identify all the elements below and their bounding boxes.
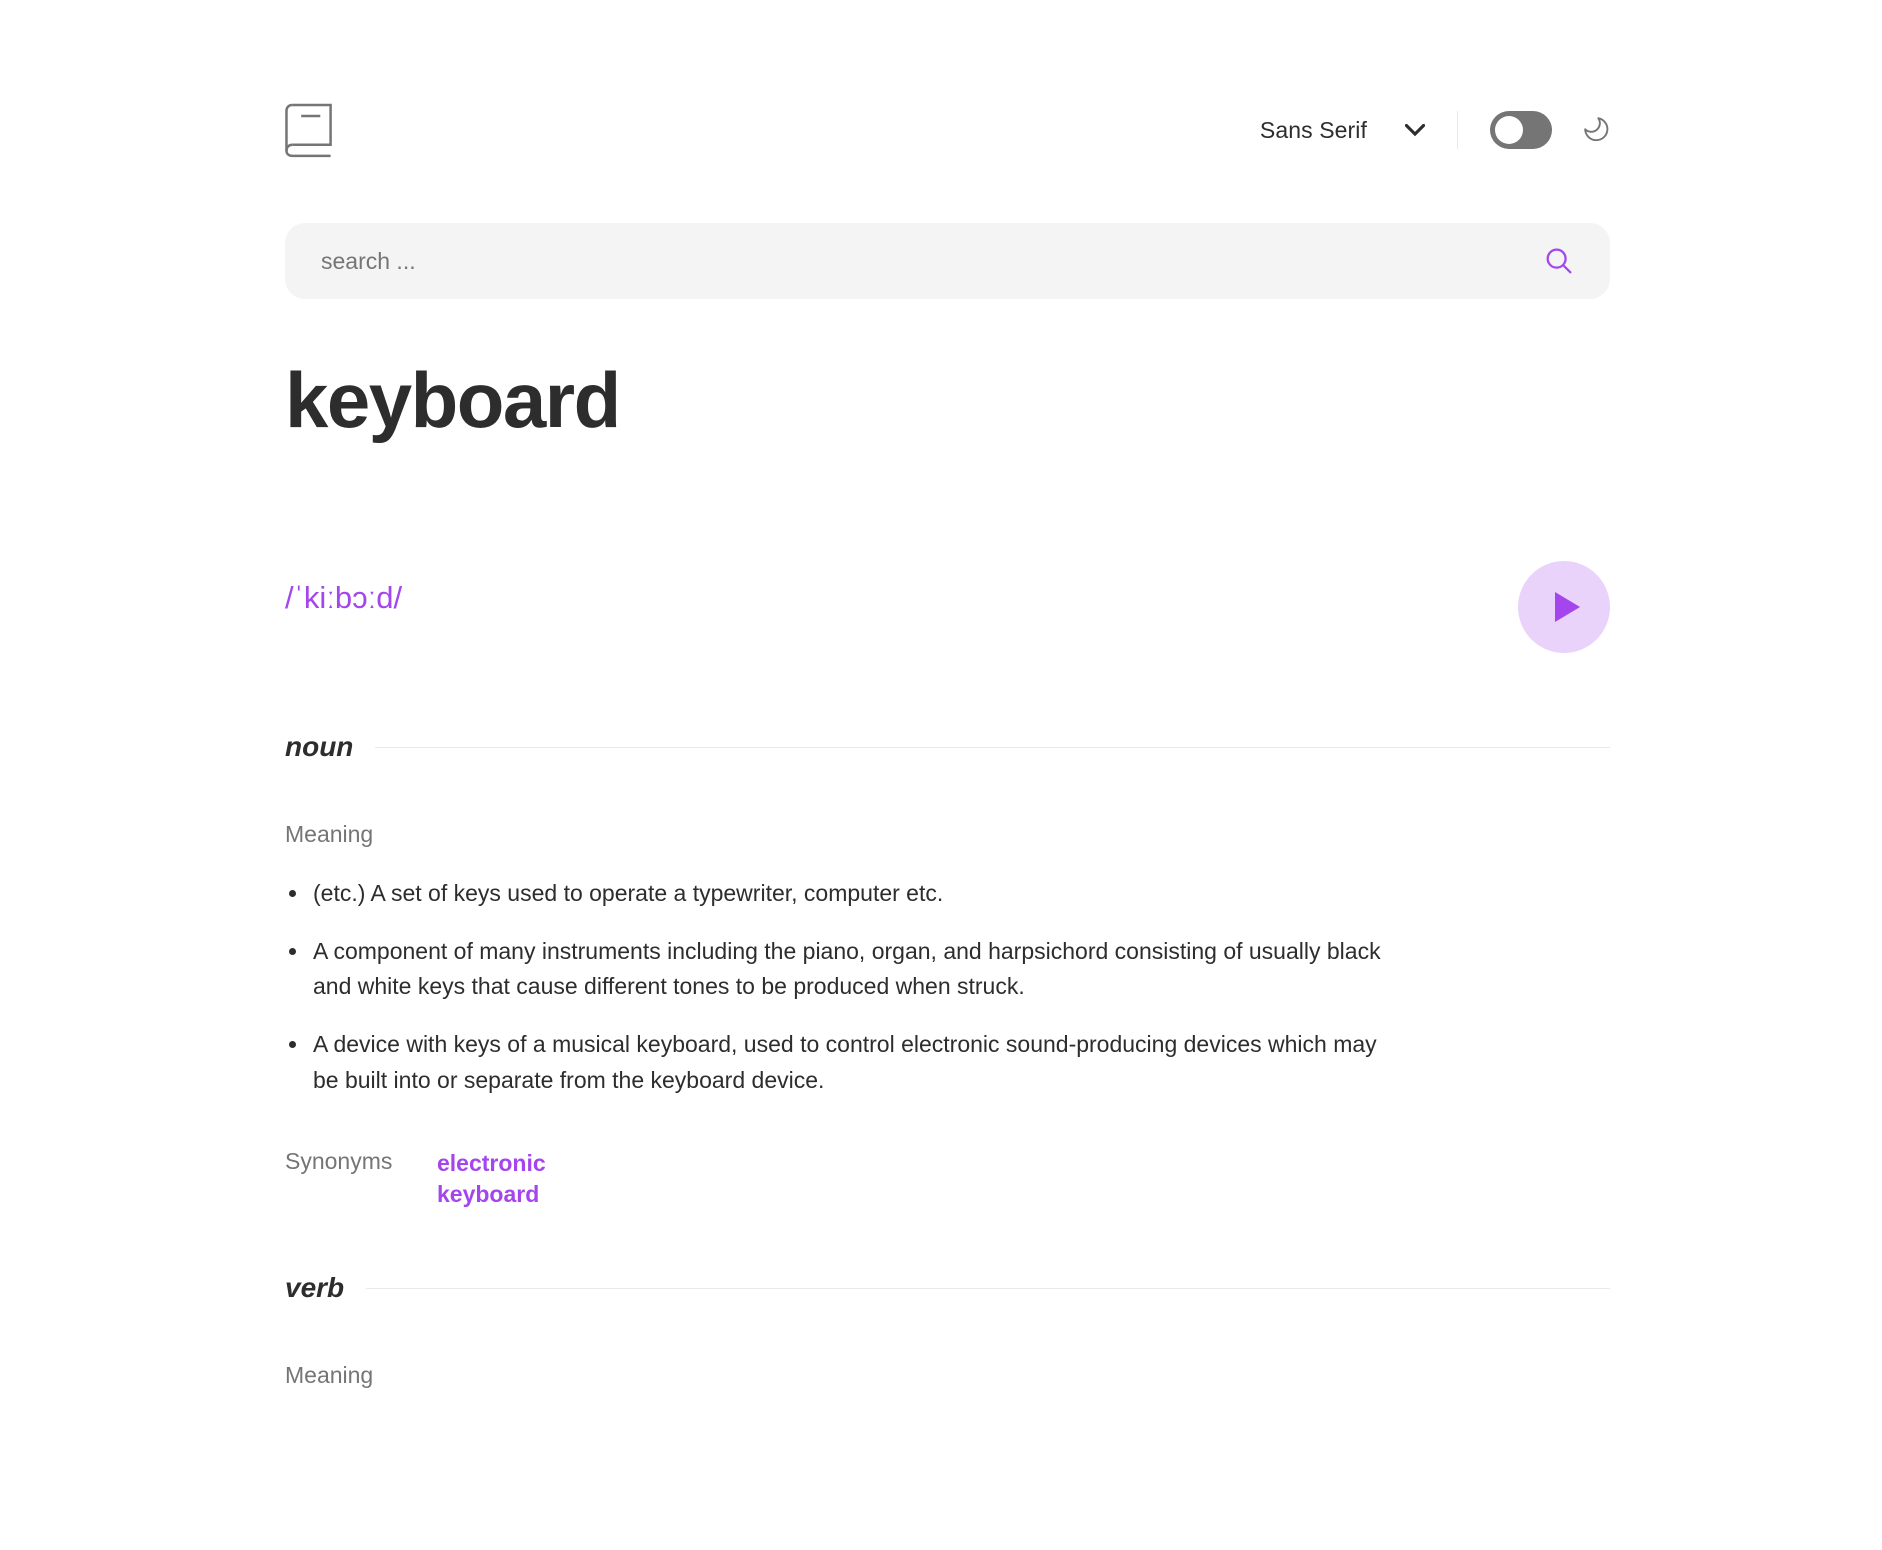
synonyms-heading: Synonyms	[285, 1148, 393, 1175]
phonetic-transcription: /ˈkiːbɔːd/	[285, 580, 403, 615]
word-header-block	[285, 356, 1610, 661]
synonym-link[interactable]: electronic keyboard	[437, 1150, 546, 1208]
theme-toggle[interactable]	[1490, 111, 1552, 149]
part-of-speech-label: noun	[285, 731, 354, 762]
font-select-value: Sans Serif	[1259, 116, 1367, 143]
part-of-speech-verb	[285, 1272, 1610, 1304]
list-item: (etc.) A set of keys used to operate a typewriter, computer etc.	[285, 876, 1385, 912]
section-divider	[366, 1288, 1610, 1289]
synonyms-row	[285, 1148, 1610, 1210]
play-pronunciation-button[interactable]	[1518, 561, 1610, 653]
section-divider	[375, 747, 1610, 748]
part-of-speech-label: verb	[285, 1272, 345, 1304]
moon-icon[interactable]	[1552, 117, 1610, 143]
play-icon	[1555, 592, 1580, 622]
app-header	[285, 75, 1610, 185]
header-divider	[1457, 111, 1458, 149]
chevron-down-icon	[1405, 124, 1425, 137]
page-title: keyboard	[285, 356, 620, 444]
book-icon	[285, 101, 335, 159]
part-of-speech-noun	[285, 731, 1610, 763]
header-controls	[1260, 111, 1610, 149]
definition-list	[285, 876, 1610, 1098]
search-icon[interactable]	[1546, 248, 1572, 274]
font-family-select[interactable]	[1260, 117, 1425, 144]
theme-toggle-knob	[1495, 116, 1523, 144]
list-item: A component of many instruments including the piano, organ, and harpsichord consisting of usually black and white keys that cause different tones to be produced when struck.	[285, 934, 1385, 1005]
list-item: A device with keys of a musical keyboard, used to control electronic sound-producing devices which may be built into or separate from the keyboard device.	[285, 1027, 1385, 1098]
content-container	[285, 0, 1610, 1389]
search-input[interactable]	[285, 223, 1610, 299]
search-bar	[285, 223, 1610, 299]
meaning-heading: Meaning	[285, 821, 374, 847]
meaning-heading: Meaning	[285, 1362, 374, 1389]
